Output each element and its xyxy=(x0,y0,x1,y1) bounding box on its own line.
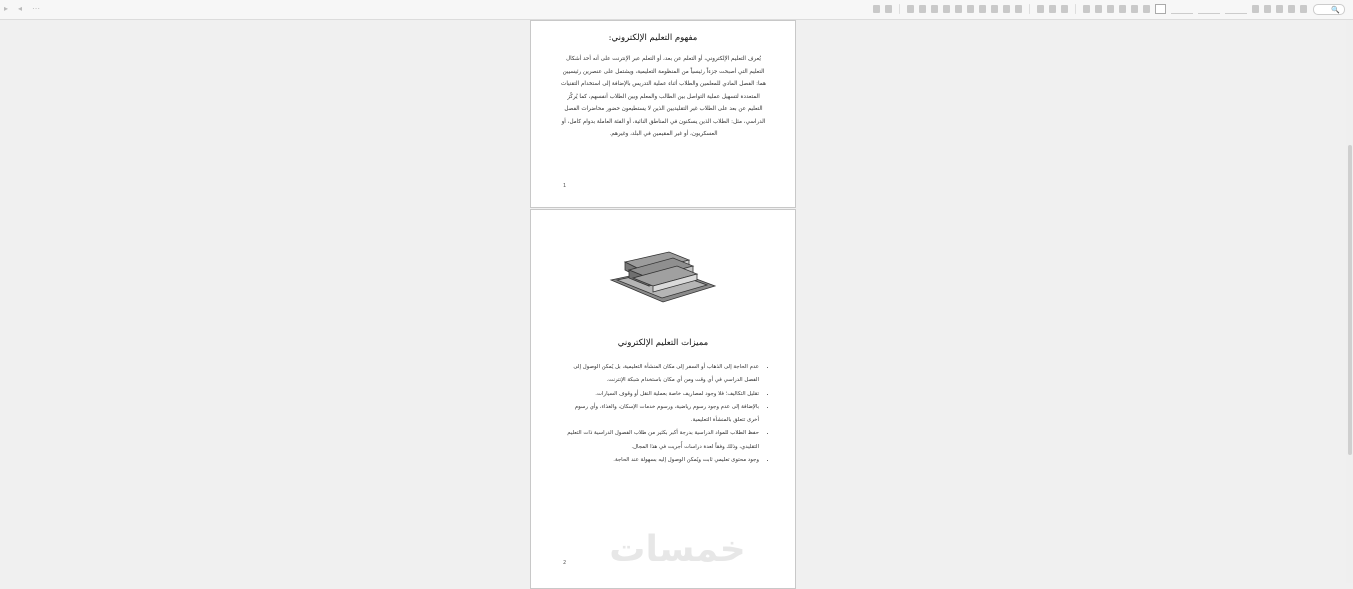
cut-icon[interactable] xyxy=(907,5,914,13)
print-icon[interactable] xyxy=(1276,5,1283,13)
list-bullet-icon[interactable] xyxy=(979,5,986,13)
tab-icon[interactable]: ◂ xyxy=(18,4,23,13)
strike-icon[interactable] xyxy=(1095,5,1102,13)
list-number-icon[interactable] xyxy=(991,5,998,13)
body-paragraph: يُعرف التعليم الإلكتروني، أو التعلم عن بعد، أو التعلم عبر الإنترنت على أنه أحد أشكال التعليم التي أصبحت جزءاً رئيسياً من المنظومة التعليمية، ويشتمل على عنصرين رئيسيين هما: الفصل المادي للمعلمين والطلاب أثناء عملية التدريس بالإضافة إلى استخدام التقنيات المتعددة لتسهيل عملية التواصل بين الطالب والمعلم وبين الطلاب أنفسهم، كما يُركّز التعليم عن بعد على الطلاب غير التقليديين الذين لا يستطيعون حضور محاضرات الفصل الدراسي، مثل: الطلاب الذين يسكنون في المناطق النائية، أو الفئة العاملة بدوام كامل، أو العسكريون، أو غير المقيمين في البلد، وغيرهم. xyxy=(561,56,766,137)
list-item: • بالإضافة إلى عدم وجود رسوم رياضية، ورسوم خدمات الإسكان، والغذاء، وأي رسوم أخرى تتعلق بالمنشأة التعليمية. xyxy=(563,401,759,428)
sidebar-toggle-icon[interactable]: ▸ xyxy=(4,4,9,13)
style-select[interactable] xyxy=(1225,5,1247,14)
italic-icon[interactable] xyxy=(1119,5,1126,13)
toolbar-divider xyxy=(1075,4,1076,14)
document-page-2 xyxy=(530,209,796,589)
spellcheck-icon[interactable] xyxy=(1264,5,1271,13)
undo-history-icon[interactable] xyxy=(1288,5,1295,13)
search-icon: 🔍 xyxy=(1331,6,1340,14)
font-family-select[interactable] xyxy=(1198,5,1220,14)
bold-icon[interactable] xyxy=(1131,5,1138,13)
undo-icon[interactable] xyxy=(873,5,880,13)
list-item: • تقليل التكاليف؛ فلا وجود لمصاريف خاصة بعملية النقل أو وقوف السيارات. xyxy=(563,388,759,401)
toolbar-left xyxy=(4,4,40,13)
document-page-1 xyxy=(530,20,796,208)
link-icon[interactable] xyxy=(1061,5,1068,13)
scrollbar-thumb[interactable] xyxy=(1348,145,1352,455)
font-size-select[interactable] xyxy=(1171,5,1193,14)
outdent-icon[interactable] xyxy=(1015,5,1022,13)
toolbar-divider xyxy=(899,4,900,14)
underline-icon[interactable] xyxy=(1107,5,1114,13)
align-left-icon[interactable] xyxy=(919,5,926,13)
list-item: • وجود محتوى تعليمي ثابت ويُمكن الوصول إليه بسهولة عند الحاجة. xyxy=(563,454,759,467)
page-title: مميزات التعليم الإلكتروني xyxy=(617,338,709,348)
redo-icon[interactable] xyxy=(885,5,892,13)
page-title: مفهوم التعليم الإلكتروني: xyxy=(608,33,698,43)
list-item: • حفظ الطلاب للمواد الدراسية بدرجة أكبر بكثير من طلاب الفصول الدراسية ذات التعليم التقليدي، وذلك وفقاً لعدة دراسات أُجريت في هذا المجال. xyxy=(563,427,759,454)
search-input[interactable] xyxy=(1313,4,1345,15)
indent-icon[interactable] xyxy=(1003,5,1010,13)
line-spacing-icon[interactable] xyxy=(967,5,974,13)
color-swatch[interactable] xyxy=(1155,4,1166,14)
page-number: 1 xyxy=(563,183,567,189)
watermark-logo: خمسات xyxy=(609,529,746,570)
toolbar-divider xyxy=(1029,4,1030,14)
list-item: • عدم الحاجة إلى الذهاب أو السفر إلى مكان المنشأة التعليمية، بل يُمكن الوصول إلى الفصل الدراسي في أي وقت ومن أي مكان باستخدام شبكة الإنترنت. xyxy=(563,361,759,388)
image-icon[interactable] xyxy=(1049,5,1056,13)
paint-format-icon[interactable] xyxy=(1252,5,1259,13)
align-right-icon[interactable] xyxy=(943,5,950,13)
toolbar xyxy=(0,0,1353,20)
books-laptop-illustration xyxy=(607,250,719,304)
vertical-scrollbar[interactable] xyxy=(1346,20,1353,583)
page-number: 2 xyxy=(563,560,567,566)
redo-history-icon[interactable] xyxy=(1300,5,1307,13)
toolbar-right xyxy=(873,4,1307,14)
table-icon[interactable] xyxy=(1037,5,1044,13)
more-icon[interactable]: ⋯ xyxy=(32,4,41,13)
highlight-icon[interactable] xyxy=(1083,5,1090,13)
font-color-icon[interactable] xyxy=(1143,5,1150,13)
align-center-icon[interactable] xyxy=(931,5,938,13)
justify-icon[interactable] xyxy=(955,5,962,13)
features-list xyxy=(563,361,759,467)
